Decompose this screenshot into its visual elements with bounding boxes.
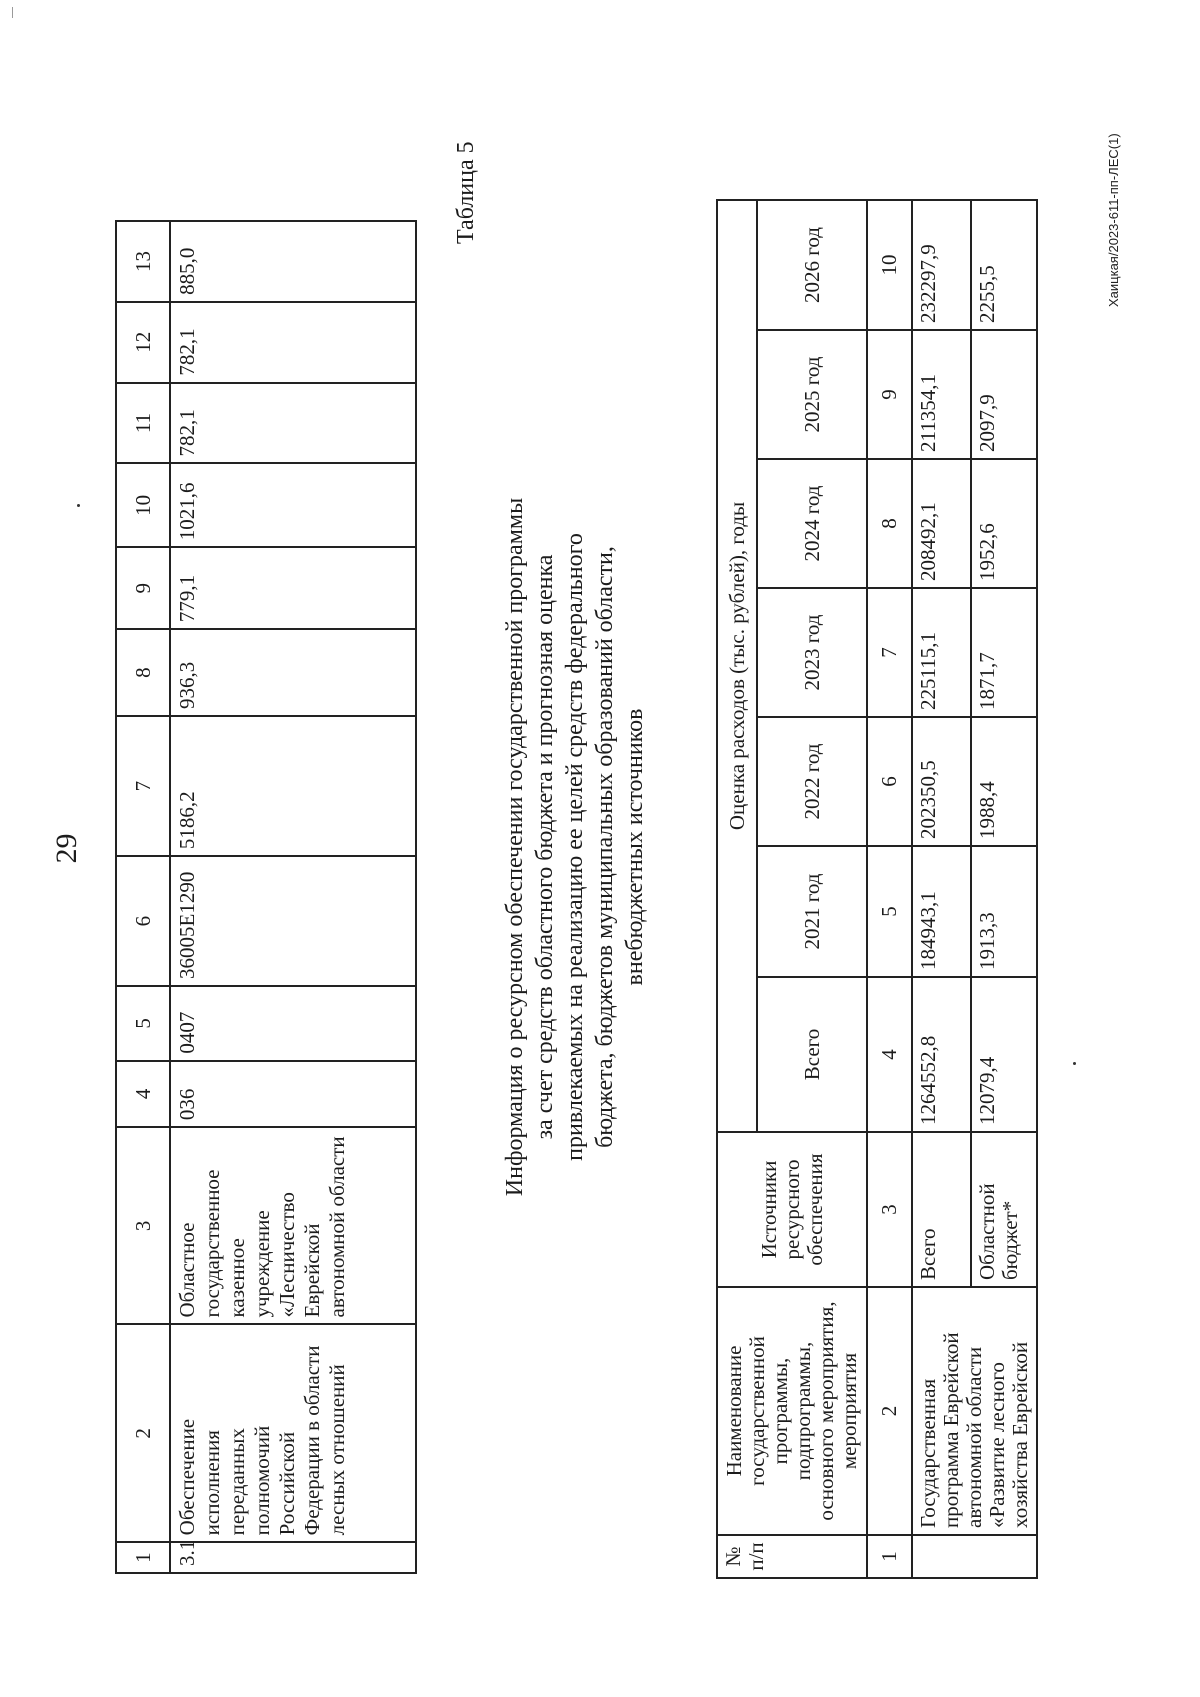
table-row: [912, 200, 971, 1578]
cell-value: 0407: [170, 986, 416, 1061]
cell-value: 1913,3: [971, 846, 1037, 977]
cell-value: 225115,1: [912, 588, 971, 717]
scan-speck: [1073, 1062, 1076, 1065]
col-number: 1: [867, 1535, 912, 1578]
table-row: [170, 221, 416, 1573]
cell-value: 1952,6: [971, 459, 1037, 588]
cell-value: 2097,9: [971, 330, 1037, 459]
scan-mark: [12, 7, 13, 18]
col-number: 6: [116, 856, 170, 986]
cell-value: 779,1: [170, 547, 416, 629]
program-name: Государственная программа Еврейской автономной области «Развитие лесного хозяйства Еврейской: [912, 1287, 1037, 1535]
header-year: 2024 год: [757, 459, 867, 588]
header-sources: Источники ресурсного обеспечения: [717, 1132, 867, 1287]
col-number: 6: [867, 717, 912, 846]
cell-value: 1988,4: [971, 717, 1037, 846]
col-number: 10: [116, 463, 170, 547]
header-year: 2023 год: [757, 588, 867, 717]
table-title: [500, 317, 650, 1377]
col-number: 7: [116, 716, 170, 856]
col-number: 9: [116, 547, 170, 629]
column-number-row: [867, 200, 912, 1578]
col-number: 11: [116, 383, 170, 464]
header-estimate: Оценка расходов (тыс. рублей), годы: [717, 200, 757, 1132]
cell-value: 936,3: [170, 629, 416, 716]
col-number: 1: [116, 1542, 170, 1573]
footer-code: Хаицкая/2023-611-пп-ЛЕС(1): [1106, 133, 1121, 307]
cell-value: 184943,1: [912, 846, 971, 977]
col-number: 4: [867, 977, 912, 1132]
cell-value: 1871,7: [971, 588, 1037, 717]
header-year: 2022 год: [757, 717, 867, 846]
title-line: Информация о ресурсном обеспечении государственной программы: [502, 497, 528, 1197]
col-number: 12: [116, 302, 170, 383]
header-num: № п/п: [717, 1535, 867, 1578]
cell-value: 782,1: [170, 383, 416, 464]
title-line: за счет средств областного бюджета и прогнозная оценка: [532, 554, 558, 1140]
header-year: 2021 год: [757, 846, 867, 977]
cell-value: 1021,6: [170, 463, 416, 547]
source-name: Всего: [912, 1132, 971, 1287]
cell-value: 12079,4: [971, 977, 1037, 1132]
cell-value: 36005Е1290: [170, 856, 416, 986]
col-number: 13: [116, 221, 170, 302]
column-number-row: [116, 221, 170, 1573]
source-name: Областной бюджет*: [971, 1132, 1037, 1287]
col-number: 5: [867, 846, 912, 977]
header-year: 2026 год: [757, 200, 867, 330]
resource-table: [716, 199, 1038, 1579]
col-number: 3: [116, 1127, 170, 1324]
cell-value: 885,0: [170, 221, 416, 302]
cell-value: 2255,5: [971, 200, 1037, 330]
col-number: 3: [867, 1132, 912, 1287]
col-number: 2: [116, 1325, 170, 1543]
header-year: 2025 год: [757, 330, 867, 459]
title-line: бюджета, бюджетов муниципальных образований области,: [592, 546, 618, 1148]
col-number: 4: [116, 1061, 170, 1127]
row-number: 3.1: [170, 1542, 416, 1573]
col-number: 8: [867, 459, 912, 588]
measure-name: Обеспечение исполнения переданных полномочий Российской Федерации в области лесных отношений: [170, 1325, 416, 1543]
row-number: [912, 1535, 1037, 1578]
cell-value: 782,1: [170, 302, 416, 383]
cell-value: 208492,1: [912, 459, 971, 588]
col-number: 7: [867, 588, 912, 717]
col-number: 2: [867, 1287, 912, 1535]
continued-table: [115, 220, 417, 1574]
col-number: 8: [116, 629, 170, 716]
cell-value: 036: [170, 1061, 416, 1127]
table-label: Таблица 5: [453, 141, 479, 244]
header-row: [717, 200, 757, 1578]
header-total: Всего: [757, 977, 867, 1132]
cell-value: 5186,2: [170, 716, 416, 856]
cell-value: 211354,1: [912, 330, 971, 459]
page-number: 29: [50, 833, 83, 864]
col-number: 10: [867, 200, 912, 330]
cell-value: 1264552,8: [912, 977, 971, 1132]
col-number: 9: [867, 330, 912, 459]
title-line: привлекаемых на реализацию ее целей средств федерального: [562, 533, 588, 1161]
cell-value: 202350,5: [912, 717, 971, 846]
executor-name: Областное государственное казенное учреждение «Лесничество Еврейской автономной области: [170, 1127, 416, 1324]
title-line: внебюджетных источников: [622, 708, 648, 986]
cell-value: 232297,9: [912, 200, 971, 330]
col-number: 5: [116, 986, 170, 1061]
header-name: Наименование государственной программы, подпрограммы, основного мероприятия, мероприятия: [717, 1287, 867, 1535]
